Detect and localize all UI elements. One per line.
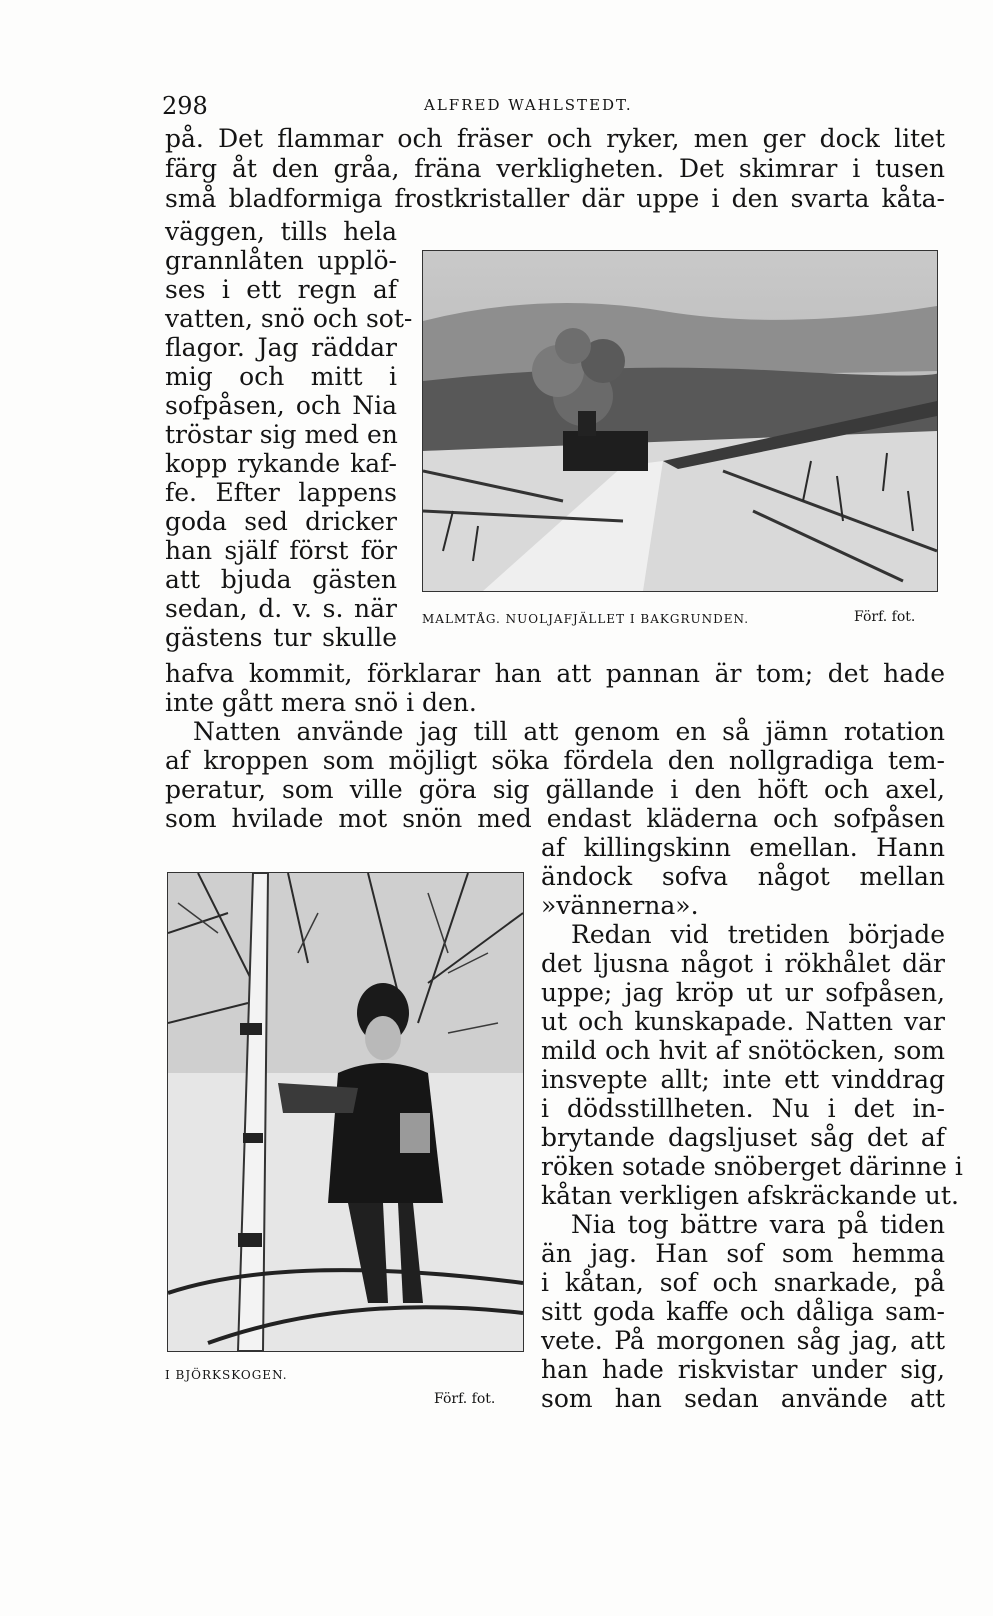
train-photo-image [423, 251, 937, 591]
text-line: färg åt den gråa, fräna verkligheten. Det skimrar i tusen [165, 154, 945, 183]
text-line: i dödsstillheten. Nu i det in- [541, 1094, 945, 1123]
text-line: af kroppen som möjligt söka fördela den nollgradiga tem- [165, 746, 945, 775]
text-line: som han sedan använde att [541, 1384, 945, 1413]
text-line: som hvilade mot snön med endast kläderna och sofpåsen [165, 804, 945, 833]
text-line: det ljusna något i rökhålet där [541, 949, 945, 978]
train-photo [422, 250, 938, 592]
text-line: kåtan verkligen afskräckande ut. [541, 1181, 959, 1210]
text-line: i kåtan, sof och snarkade, på [541, 1268, 945, 1297]
text-line: tröstar sig med en [165, 420, 398, 449]
text-line: flagor. Jag räddar [165, 333, 397, 362]
text-line: ut och kunskapade. Natten var [541, 1007, 945, 1036]
text-line: af killingskinn emellan. Hann [541, 833, 945, 862]
text-line: små bladformiga frostkristaller där uppe i den svarta kåta- [165, 184, 945, 213]
birch-forest-photo [167, 872, 524, 1352]
text-line: hafva kommit, förklarar han att pannan är tom; det hade [165, 659, 945, 688]
text-line: att bjuda gästen [165, 565, 397, 594]
text-line: peratur, som ville göra sig gällande i den höft och axel, [165, 775, 945, 804]
text-line: mild och hvit af snötöcken, som [541, 1036, 945, 1065]
text-line: sofpåsen, och Nia [165, 391, 397, 420]
text-line: grannlåten upplö- [165, 246, 397, 275]
text-line: han hade riskvistar under sig, [541, 1355, 945, 1384]
text-line: goda sed dricker [165, 507, 397, 536]
figure-caption: I BJÖRKSKOGEN. [165, 1368, 288, 1382]
text-line: sedan, d. v. s. när [165, 594, 397, 623]
text-line: väggen, tills hela [165, 217, 397, 246]
text-line: Nia tog bättre vara på tiden [571, 1210, 945, 1239]
text-line: gästens tur skulle [165, 623, 397, 652]
text-line: fe. Efter lappens [165, 478, 397, 507]
text-line: ändock sofva något mellan [541, 862, 945, 891]
text-line: Redan vid tretiden började [571, 920, 945, 949]
text-line: insvepte allt; inte ett vinddrag [541, 1065, 945, 1094]
text-line: kopp rykande kaf- [165, 449, 397, 478]
figure-caption: MALMTÅG. NUOLJAFJÄLLET I BAKGRUNDEN. [422, 612, 750, 626]
text-line: Natten använde jag till att genom en så jämn rotation [193, 717, 945, 746]
photo-credit: Förf. fot. [434, 1391, 496, 1407]
text-line: ses i ett regn af [165, 275, 397, 304]
text-line: han själf först för [165, 536, 397, 565]
photo-credit: Förf. fot. [854, 609, 916, 625]
birch-forest-photo-image [168, 873, 523, 1351]
running-title: ALFRED WAHLSTEDT. [424, 96, 633, 114]
text-line: än jag. Han sof som hemma [541, 1239, 945, 1268]
text-line: på. Det flammar och fräser och ryker, men ger dock litet [165, 124, 945, 153]
page-header [162, 92, 942, 122]
text-line: vatten, snö och sot- [165, 304, 413, 333]
text-line: »vännerna». [541, 891, 699, 920]
text-line: sitt goda kaffe och dåliga sam- [541, 1297, 945, 1326]
page-number: 298 [162, 92, 208, 120]
text-line: mig och mitt i [165, 362, 397, 391]
text-line: brytande dagsljuset såg det af [541, 1123, 945, 1152]
text-line: uppe; jag kröp ut ur sofpåsen, [541, 978, 945, 1007]
text-line: vete. På morgonen såg jag, att [541, 1326, 945, 1355]
text-line: inte gått mera snö i den. [165, 688, 477, 717]
text-line: röken sotade snöberget därinne i [541, 1152, 963, 1181]
